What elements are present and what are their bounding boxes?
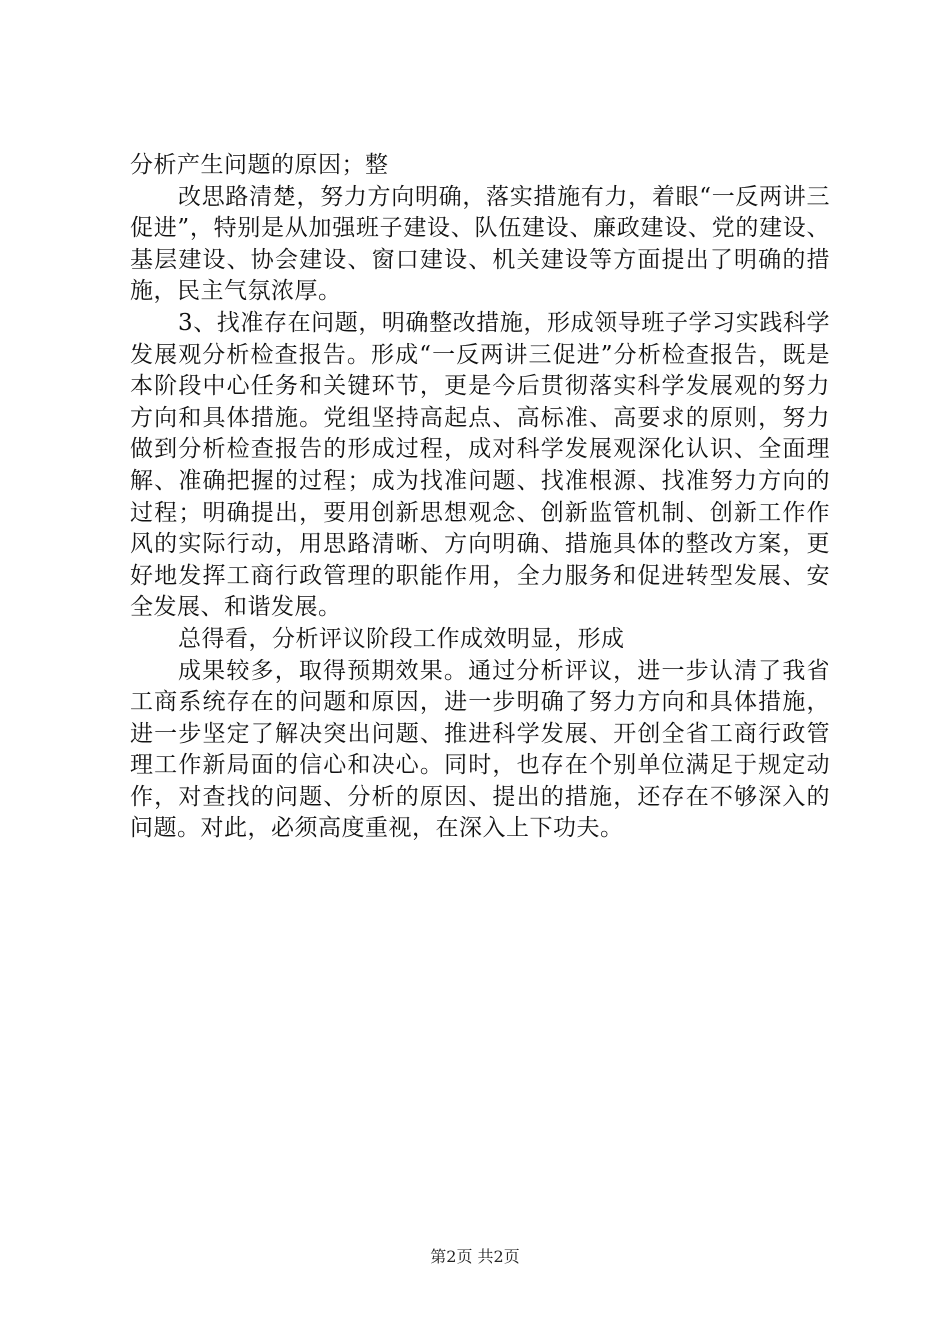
page-number-footer: 第2页 共2页: [430, 1247, 520, 1266]
document-body: [130, 150, 830, 845]
paragraph-4: 总得看，分析评议阶段工作成效明显，形成: [178, 625, 625, 652]
paragraph-1: 分析产生问题的原因；整: [130, 152, 389, 178]
paragraph-2: 改思路清楚，努力方向明确，落实措施有力，着眼“一反两讲三促进”，特别是从加强班子建设、队伍建设、廉政建设、党的建设、基层建设、协会建设、窗口建设、机关建设等方面提出了明确的措施，民主气氛浓厚。: [130, 183, 830, 305]
paragraph-5: 成果较多，取得预期效果。通过分析评议，进一步认清了我省工商系统存在的问题和原因，进一步明确了努力方向和具体措施，进一步坚定了解决突出问题、推进科学发展、开创全省工商行政管理工作新局面的信心和决心。同时，也存在个别单位满足于规定动作，对查找的问题、分析的原因、提出的措施，还存在不够深入的问题。对此，必须高度重视，在深入上下功夫。: [130, 657, 830, 842]
paragraph-3: 3、找准存在问题，明确整改措施，形成领导班子学习实践科学发展观分析检查报告。形成“一反两讲三促进”分析检查报告，既是本阶段中心任务和关键环节，更是今后贯彻落实科学发展观的努力方向和具体措施。党组坚持高起点、高标准、高要求的原则，努力做到分析检查报告的形成过程，成对科学发展观深化认识、全面理解、准确把握的过程；成为找准问题、找准根源、找准努力方向的过程；明确提出，要用创新思想观念、创新监管机制、创新工作作风的实际行动，用思路清晰、方向明确、措施具体的整改方案，更好地发挥工商行政管理的职能作用，全力服务和促进转型发展、安全发展、和谐发展。: [130, 309, 830, 621]
